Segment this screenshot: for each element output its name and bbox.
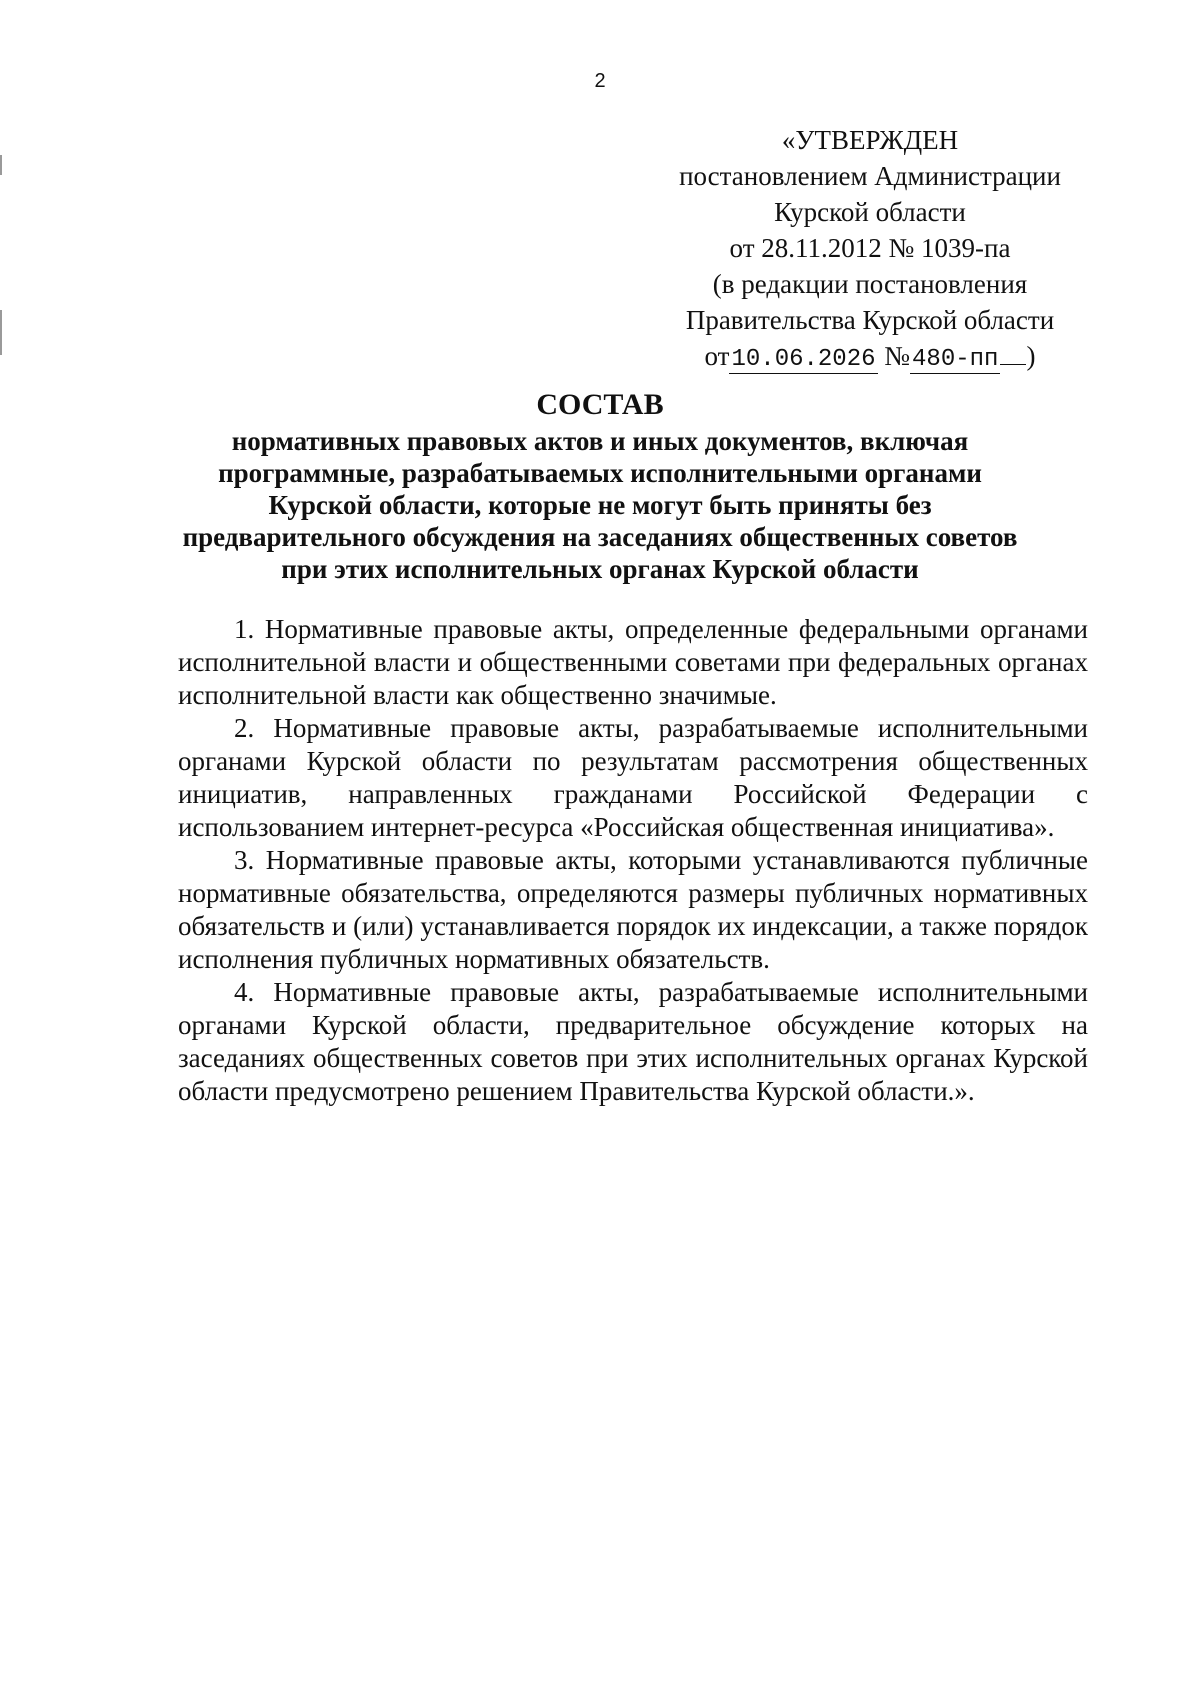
underline-blank (1000, 338, 1026, 365)
heading-line: Курской области, которые не могут быть приняты без (268, 490, 932, 520)
approval-line: от 28.11.2012 № 1039-па (729, 233, 1011, 263)
scan-edge-mark (0, 310, 2, 355)
heading-line: предварительного обсуждения на заседаниях общественных советов (182, 522, 1018, 552)
approval-line: «УТВЕРЖДЕН (781, 125, 959, 155)
number-sign: № (884, 341, 911, 371)
list-item-paragraph: 2. Нормативные правовые акты, разрабатываемые исполнительными органами Курской области по результатам рассмотрения общественных инициатив, направленных гражданами Российской Федерации с использованием интернет-ресурса «Российская общественная инициатива». (178, 713, 1088, 842)
approval-line: Курской области (774, 197, 966, 227)
document-title: СОСТАВ (536, 388, 664, 421)
scan-edge-mark (0, 155, 2, 175)
heading-line: нормативных правовых актов и иных документов, включая (231, 426, 969, 456)
document-heading (0, 385, 1200, 585)
document-body (178, 613, 1088, 1108)
list-item-paragraph: 3. Нормативные правовые акты, которыми устанавливаются публичные нормативные обязательства, определяются размеры публичных нормативных обязательств и (или) устанавливается порядок их индексации, а также порядок исполнения публичных нормативных обязательств. (178, 845, 1088, 974)
approval-line: Правительства Курской области (685, 305, 1055, 335)
list-item-paragraph: 1. Нормативные правовые акты, определенные федеральными органами исполнительной власти и общественными советами при федеральных органах исполнительной власти как общественно значимые. (178, 614, 1088, 710)
decree-number: 480-пп (912, 346, 999, 373)
heading-line: программные, разрабатываемых исполнительными органами (218, 458, 982, 488)
approval-line: (в редакции постановления (712, 269, 1028, 299)
heading-line: при этих исполнительных органах Курской области (281, 554, 919, 584)
page-number: 2 (594, 70, 606, 92)
date-prefix: от (704, 341, 730, 371)
approval-stamp-block (650, 122, 1090, 378)
approval-date-line (650, 338, 1090, 378)
list-item-paragraph: 4. Нормативные правовые акты, разрабатываемые исполнительными органами Курской области, предварительное обсуждение которых на заседаниях общественных советов при этих исполнительных органах Курской области предусмотрено решением Правительства Курской области.». (178, 977, 1088, 1106)
approval-line: постановлением Администрации (679, 161, 1061, 191)
decree-date: 10.06.2026 (731, 346, 876, 373)
closing-paren: ) (1026, 341, 1036, 371)
